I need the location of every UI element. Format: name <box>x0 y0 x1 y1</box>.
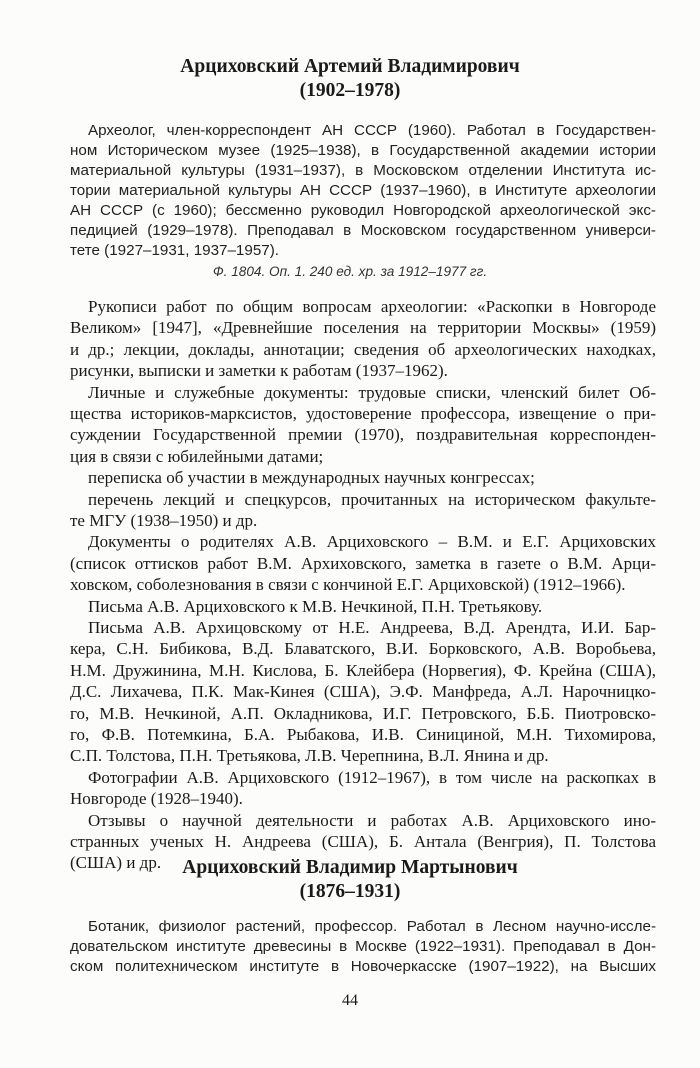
content-line: Новгороде (1928–1940). <box>70 789 243 809</box>
bio-line: тете (1927–1931, 1937–1957). <box>70 242 279 259</box>
entry-2-heading <box>0 856 700 904</box>
content-line: кера, С.Н. Бибикова, В.Д. Блаватского, В.И. Борковского, А.В. Воробьева, <box>70 639 656 659</box>
bio-line: педицией (1929–1978). Преподавал в Московском государственном универси- <box>70 222 656 239</box>
entry-2-years: (1876–1931) <box>299 881 401 902</box>
content-line: Н.М. Дружинина, М.Н. Кислова, Б. Клейбера (Норвегия), Ф. Крейна (США), <box>70 660 656 680</box>
entry-1-years: (1902–1978) <box>299 80 401 101</box>
content-line: Рукописи работ по общим вопросам археологии: «Раскопки в Новгороде <box>88 297 656 316</box>
content-line: странных ученых Н. Андреева (США), Б. Антала (Венгрия), П. Толстова <box>70 831 656 851</box>
content-line: рисунки, выписки и заметки к работам (1937–1962). <box>70 361 448 381</box>
content-line: (США) и др. <box>70 853 162 873</box>
content-line: Фотографии А.В. Арциховского (1912–1967), в том числе на раскопках в <box>88 767 656 787</box>
archive-citation: Ф. 1804. Оп. 1. 240 ед. хр. за 1912–1977 гг. <box>212 264 488 279</box>
bio-line: Ботаник, физиолог растений, профессор. Работал в Лесном научно-иссле- <box>88 918 656 935</box>
content-line: Отзывы о научной деятельности и работах А.В. Арциховского ино- <box>88 810 656 830</box>
bio-line: тории материальной культуры АН СССР (1937–1960), в Институте археологии <box>70 182 656 199</box>
content-line: перечень лекций и спецкурсов, прочитанных на историческом факульте- <box>88 489 656 509</box>
bio-line: ском политехническом институте в Новочеркасске (1907–1922), на Высших <box>70 958 656 975</box>
entry-2-name: Арциховский Владимир Мартынович <box>182 857 518 878</box>
content-line: Личные и служебные документы: трудовые списки, членский билет Об- <box>88 382 656 402</box>
content-line: суждении Государственной премии (1970), поздравительная корреспонден- <box>70 425 656 445</box>
bio-line: ном Историческом музее (1925–1938), в Государственной академии истории <box>70 142 656 159</box>
content-line: Письма А.В. Арциховского к М.В. Нечкиной, П.Н. Третьякову. <box>88 596 543 616</box>
content-line: (список оттисков работ В.М. Архиховского, заметка в газете о В.М. Арци- <box>70 553 656 573</box>
content-line: переписка об участии в международных научных конгрессах; <box>88 468 535 488</box>
content-line: го, Ф.В. Потемкина, Б.А. Рыбакова, И.В. Синициной, М.Н. Тихомирова, <box>70 724 656 744</box>
entry-1-bio <box>70 121 656 261</box>
bio-line: материальной культуры (1931–1937), в Московском отделении Института ис- <box>70 162 656 179</box>
entry-1-heading <box>0 55 700 103</box>
content-line: Д.С. Лихачева, П.К. Мак-Кинея (США), Э.Ф. Манфреда, А.Л. Нарочницко- <box>70 682 656 702</box>
content-line: Письма А.В. Архицовскому от Н.Е. Андреева, В.Д. Арендта, И.И. Бар- <box>88 617 656 637</box>
content-line: Великом» [1947], «Древнейшие поселения на территории Москвы» (1959) <box>70 318 656 338</box>
content-line: щества историков-марксистов, удостоверение профессора, извещение о при- <box>70 403 656 423</box>
content-line: и др.; лекции, доклады, аннотации; сведения об археологических находках, <box>70 339 656 359</box>
bio-line: Археолог, член-корреспондент АН СССР (1960). Работал в Государствен- <box>88 122 656 139</box>
bio-line: довательском институте древесины в Москве (1922–1931). Преподавал в Дон- <box>70 938 656 955</box>
content-line: Документы о родителях А.В. Арциховского – В.М. и Е.Г. Арциховских <box>88 532 656 552</box>
bio-line: АН СССР (с 1960); бессменно руководил Новгородской археологической экс- <box>70 202 656 219</box>
content-line: те МГУ (1938–1950) и др. <box>70 510 258 530</box>
entry-2-bio <box>70 917 656 977</box>
content-line: ция в связи с юбилейными датами; <box>70 446 324 466</box>
entry-1-contents <box>70 296 656 874</box>
entry-1-name: Арциховский Артемий Владимирович <box>180 56 520 77</box>
page-number: 44 <box>342 992 358 1009</box>
content-line: го, М.В. Нечкиной, А.П. Окладникова, И.Г. Петровского, Б.Б. Пиотровско- <box>70 703 656 723</box>
content-line: ховском, соболезнования в связи с кончиной Е.Г. Арциховской) (1912–1966). <box>70 575 626 595</box>
content-line: С.П. Толстова, П.Н. Третьякова, Л.В. Черепнина, В.Л. Янина и др. <box>70 746 549 766</box>
